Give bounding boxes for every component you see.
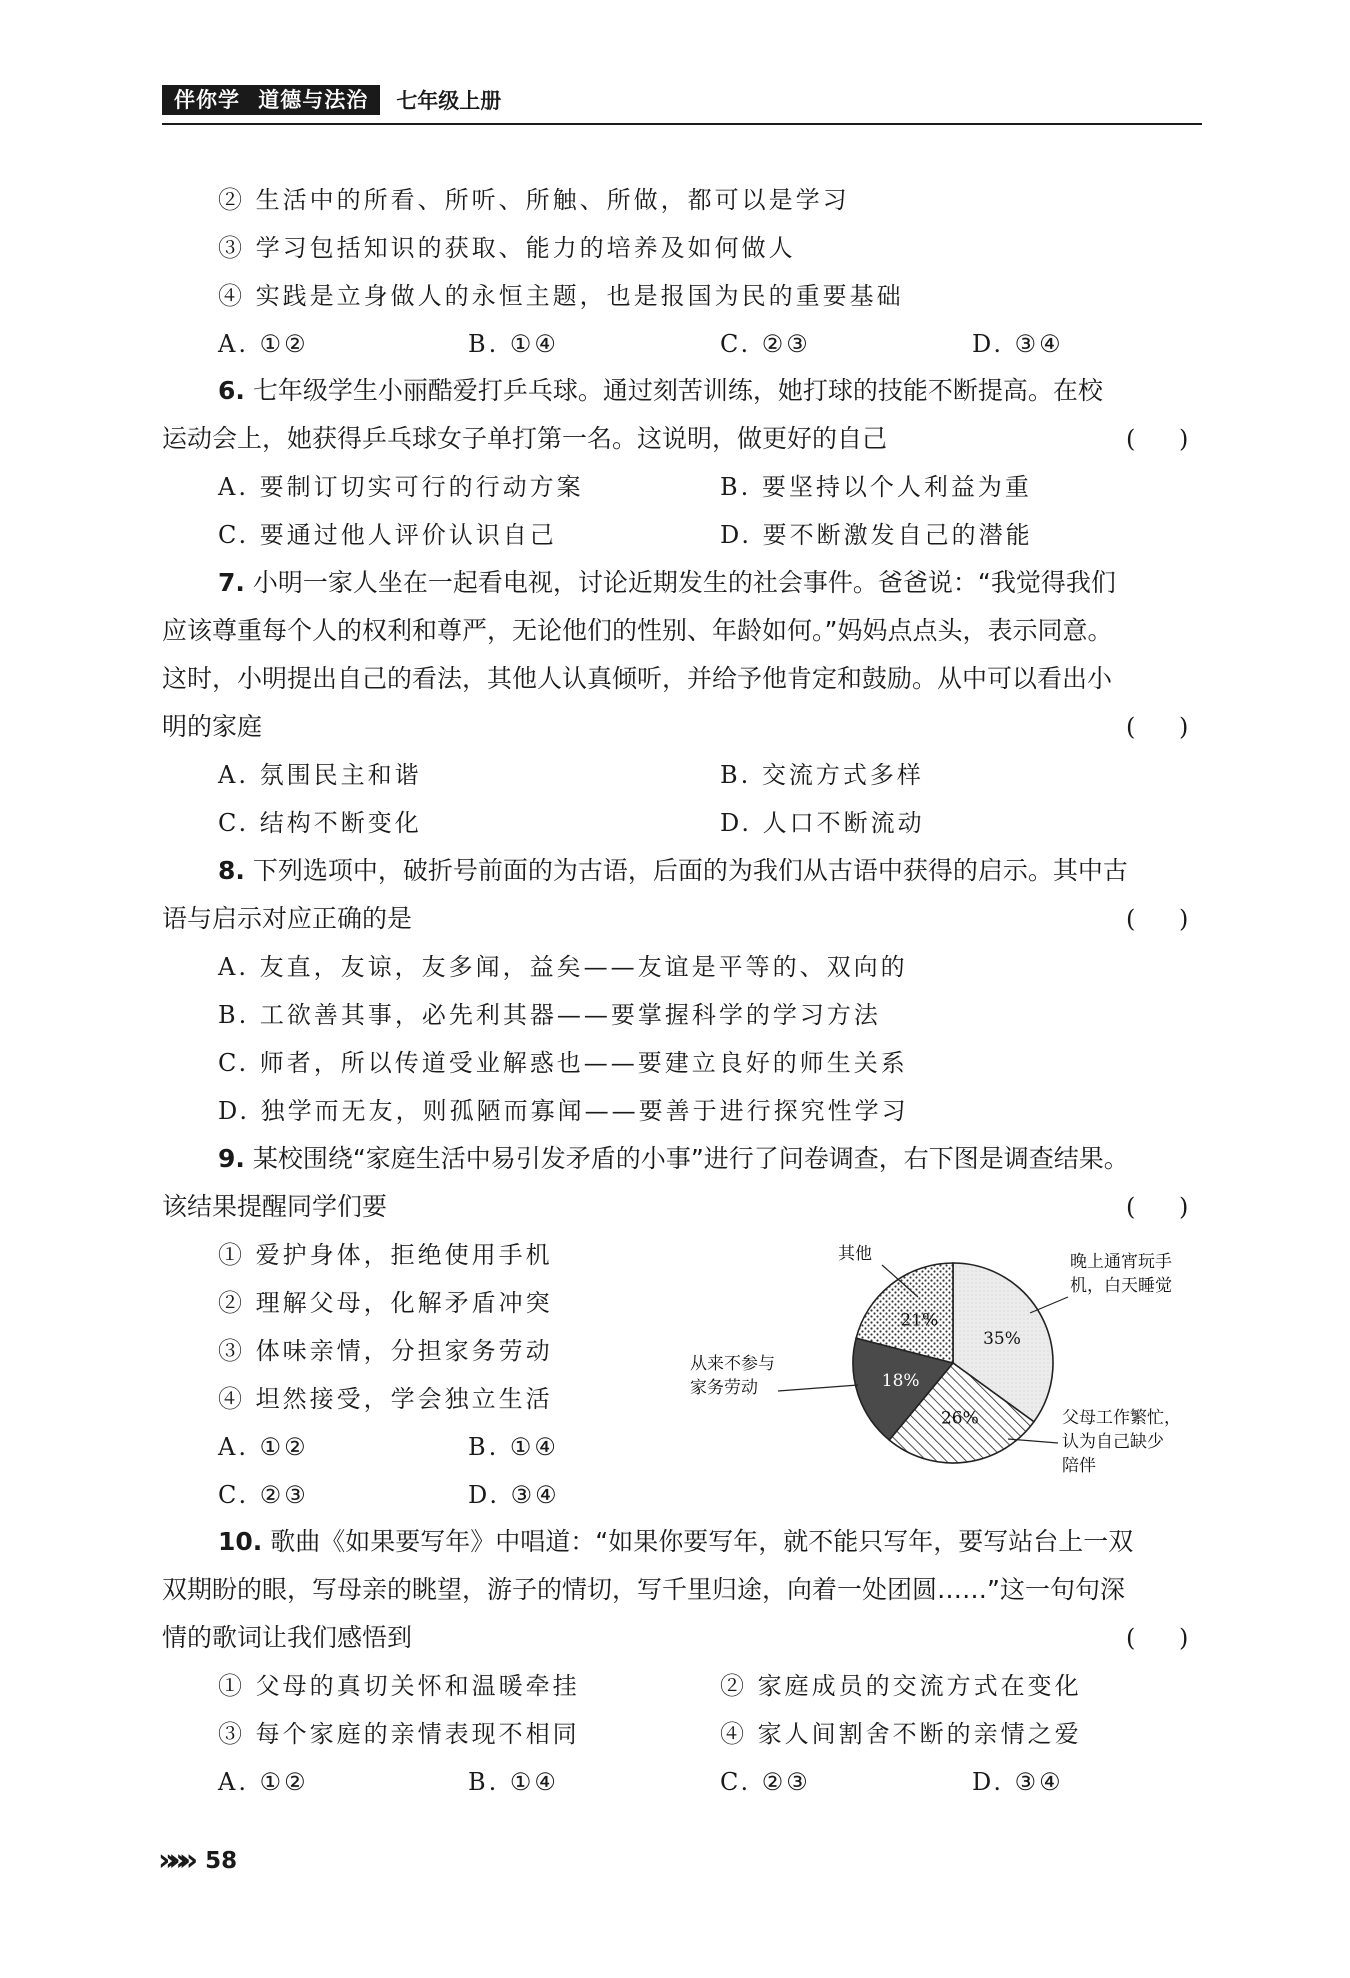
q5-choice-d: D. ③④ xyxy=(972,330,1064,358)
pie-category-label: 陪伴 xyxy=(1062,1456,1096,1476)
q9-stem-line-1: 9. 某校围绕“家庭生活中易引发矛盾的小事”进行了问卷调查，右下图是调查结果。 xyxy=(218,1144,1129,1173)
pie-pct-label: 18% xyxy=(881,1370,920,1391)
q9-stem-line-2: 该结果提醒同学们要 xyxy=(162,1192,388,1221)
q9-choice-d: D. ③④ xyxy=(468,1481,560,1509)
q6-number: 6. xyxy=(218,376,245,405)
pie-category-label: 从来不参与 xyxy=(690,1354,775,1374)
q7-choice-c: C. 结构不断变化 xyxy=(218,809,422,837)
q8-answer-paren: ( ) xyxy=(1126,905,1207,933)
q10-choice-a: A. ①② xyxy=(218,1768,309,1796)
q7-choice-b: B. 交流方式多样 xyxy=(720,761,924,789)
q9-item-3: ③ 体味亲情，分担家务劳动 xyxy=(218,1337,553,1365)
pie-slices xyxy=(853,1263,1053,1463)
q8-stem-line-2: 语与启示对应正确的是 xyxy=(162,904,413,933)
q7-choice-a: A. 氛围民主和谐 xyxy=(218,761,422,789)
q6-stem-line-2: 运动会上，她获得乒乓球女子单打第一名。这说明，做更好的自己 xyxy=(162,424,888,453)
q9-choice-c: C. ②③ xyxy=(218,1481,309,1509)
q5-choice-a: A. ①② xyxy=(218,330,309,358)
page-number: 58 xyxy=(205,1847,238,1874)
q7-choice-d: D. 人口不断流动 xyxy=(720,809,925,837)
q10-choice-c: C. ②③ xyxy=(720,1768,811,1796)
q8-choice-b: B. 工欲善其事，必先利其器——要掌握科学的学习方法 xyxy=(218,1001,881,1029)
pie-pct-label: 21% xyxy=(900,1310,939,1331)
q8-choice-a: A. 友直，友谅，友多闻，益矣——友谊是平等的、双向的 xyxy=(218,953,908,981)
q10-stem-line-3: 情的歌词让我们感悟到 xyxy=(162,1623,413,1652)
q10-number: 10. xyxy=(218,1527,263,1556)
q10-item-4: ④ 家人间割舍不断的亲情之爱 xyxy=(720,1720,1082,1748)
q5-choice-b: B. ①④ xyxy=(468,330,559,358)
header-rule xyxy=(162,123,1202,125)
q9-choice-a: A. ①② xyxy=(218,1433,309,1461)
q6-choice-c: C. 要通过他人评价认识自己 xyxy=(218,521,557,549)
q10-choice-b: B. ①④ xyxy=(468,1768,559,1796)
q5-item-4: ④ 实践是立身做人的永恒主题，也是报国为民的重要基础 xyxy=(218,282,904,310)
pie-leader-line xyxy=(1030,1297,1068,1313)
q6-choice-d: D. 要不断激发自己的潜能 xyxy=(720,521,1033,549)
q5-item-2: ② 生活中的所看、所听、所触、所做，都可以是学习 xyxy=(218,186,850,214)
q7-answer-paren: ( ) xyxy=(1126,713,1207,741)
q7-stem-line-3: 这时，小明提出自己的看法，其他人认真倾听，并给予他肯定和鼓励。从中可以看出小 xyxy=(162,664,1113,693)
q6-choice-a: A. 要制订切实可行的行动方案 xyxy=(218,473,584,501)
q10-answer-paren: ( ) xyxy=(1126,1624,1207,1652)
q6-choice-b: B. 要坚持以个人利益为重 xyxy=(720,473,1032,501)
q7-stem-line-4: 明的家庭 xyxy=(162,712,263,741)
q7-stem-line-2: 应该尊重每个人的权利和尊严，无论他们的性别、年龄如何。”妈妈点点头，表示同意。 xyxy=(162,616,1113,645)
chevron-icon: »»» xyxy=(158,1843,190,1878)
pie-pct-label: 35% xyxy=(983,1329,1021,1350)
q9-item-4: ④ 坦然接受，学会独立生活 xyxy=(218,1385,553,1413)
q9-answer-paren: ( ) xyxy=(1126,1193,1207,1221)
q7-stem-line-1: 7. 小明一家人坐在一起看电视，讨论近期发生的社会事件。爸爸说：“我觉得我们 xyxy=(218,568,1116,597)
pie-pct-label: 26% xyxy=(940,1408,979,1429)
q10-choice-d: D. ③④ xyxy=(972,1768,1064,1796)
q8-stem-line-1: 8. 下列选项中，破折号前面的为古语，后面的为我们从古语中获得的启示。其中古 xyxy=(218,856,1128,885)
q10-item-1: ① 父母的真切关怀和温暖牵挂 xyxy=(218,1672,580,1700)
survey-pie-chart xyxy=(690,1225,1230,1525)
q10-item-2: ② 家庭成员的交流方式在变化 xyxy=(720,1672,1082,1700)
pie-category-label: 父母工作繁忙， xyxy=(1062,1408,1181,1428)
q5-item-3: ③ 学习包括知识的获取、能力的培养及如何做人 xyxy=(218,234,796,262)
pie-category-label: 家务劳动 xyxy=(690,1378,758,1398)
q5-choice-c: C. ②③ xyxy=(720,330,811,358)
page-footer xyxy=(158,1843,237,1878)
q10-item-3: ③ 每个家庭的亲情表现不相同 xyxy=(218,1720,580,1748)
q6-stem-line-1: 6. 七年级学生小丽酷爱打乒乓球。通过刻苦训练，她打球的技能不断提高。在校 xyxy=(218,376,1103,405)
q7-number: 7. xyxy=(218,568,245,597)
q6-answer-paren: ( ) xyxy=(1126,425,1207,453)
grade-label: 七年级上册 xyxy=(396,89,502,113)
pie-leader-line xyxy=(778,1385,858,1391)
running-header xyxy=(162,84,501,116)
q9-choice-b: B. ①④ xyxy=(468,1433,559,1461)
q9-item-1: ① 爱护身体，拒绝使用手机 xyxy=(218,1241,553,1269)
pie-category-label: 机，白天睡觉 xyxy=(1070,1276,1172,1296)
q8-number: 8. xyxy=(218,856,245,885)
q10-stem-line-1: 10. 歌曲《如果要写年》中唱道：“如果你要写年，就不能只写年，要写站台上一双 xyxy=(218,1527,1134,1556)
pie-category-label: 晚上通宵玩手 xyxy=(1070,1252,1172,1272)
q9-number: 9. xyxy=(218,1144,245,1173)
q8-choice-c: C. 师者，所以传道受业解惑也——要建立良好的师生关系 xyxy=(218,1049,908,1077)
q9-item-2: ② 理解父母，化解矛盾冲突 xyxy=(218,1289,553,1317)
q8-choice-d: D. 独学而无友，则孤陋而寡闻——要善于进行探究性学习 xyxy=(218,1097,909,1125)
pie-category-label: 认为自己缺少 xyxy=(1062,1432,1164,1452)
q10-stem-line-2: 双期盼的眼，写母亲的眺望，游子的情切，写千里归途，向着一处团圆……”这一句句深 xyxy=(162,1575,1125,1604)
pie-category-label: 其他 xyxy=(838,1244,872,1264)
series-badge: 伴你学 道德与法治 xyxy=(162,85,380,115)
